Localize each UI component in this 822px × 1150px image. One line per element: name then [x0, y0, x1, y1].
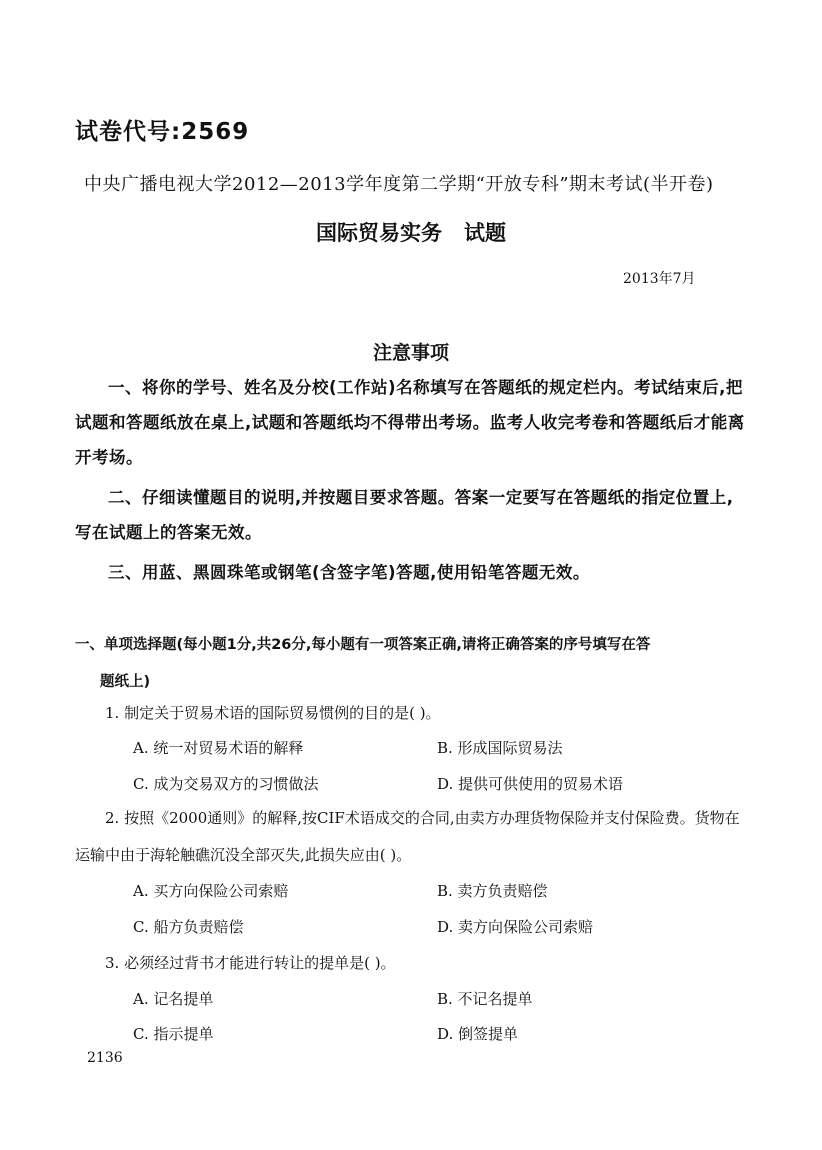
exam-header: 中央广播电视大学2012—2013学年度第二学期“开放专科”期末考试(半开卷): [84, 174, 714, 195]
option: A. 统一对贸易术语的解释: [133, 739, 304, 757]
paper-code: 试卷代号:2569: [75, 119, 250, 145]
option: D. 倒签提单: [437, 1025, 519, 1043]
option: A. 买方向保险公司索赔: [133, 882, 289, 900]
section-heading-line: 题纸上): [100, 674, 151, 690]
notice-item: 三、用蓝、黑圆珠笔或钢笔(含签字笔)答题,使用铅笔答题无效。: [108, 563, 590, 582]
page-number: 2136: [87, 1050, 123, 1066]
option: A. 记名提单: [133, 990, 214, 1008]
option: D. 提供可供使用的贸易术语: [437, 775, 624, 793]
section-heading: [75, 627, 747, 701]
notice-item: 二、仔细读懂题目的说明,并按题目要求答题。答案一定要写在答题纸的指定位置上,写在试题上的答案无效。: [75, 488, 734, 542]
option: C. 船方负责赔偿: [133, 918, 244, 936]
option: C. 成为交易双方的习惯做法: [133, 775, 319, 793]
notice-heading: 注意事项: [372, 342, 449, 364]
option: D. 卖方向保险公司索赔: [437, 918, 594, 936]
option: B. 不记名提单: [437, 990, 533, 1008]
notice-item: 一、将你的学号、姓名及分校(工作站)名称填写在答题纸的规定栏内。考试结束后,把试题和答题纸放在桌上,试题和答题纸均不得带出考场。监考人收完考卷和答题纸后才能离开考场。: [75, 378, 745, 467]
option: B. 卖方负责赔偿: [437, 882, 548, 900]
exam-date: 2013年7月: [623, 271, 696, 287]
option: B. 形成国际贸易法: [437, 739, 563, 757]
question-stem: 2. 按照《2000通则》的解释,按CIF术语成交的合同,由卖方办理货物保险并支付保险费。货物在运输中由于海轮触礁沉没全部灭失,此损失应由( )。: [75, 809, 740, 864]
section-heading-line: 一、单项选择题(每小题1分,共26分,每小题有一项答案正确,请将正确答案的序号填写在答: [75, 637, 651, 653]
option: C. 指示提单: [133, 1025, 214, 1043]
question-stem: 1. 制定关于贸易术语的国际贸易惯例的目的是( )。: [105, 704, 441, 722]
question-stem: 3. 必须经过背书才能进行转让的提单是( )。: [105, 954, 396, 972]
page-title: 国际贸易实务 试题: [316, 221, 506, 245]
